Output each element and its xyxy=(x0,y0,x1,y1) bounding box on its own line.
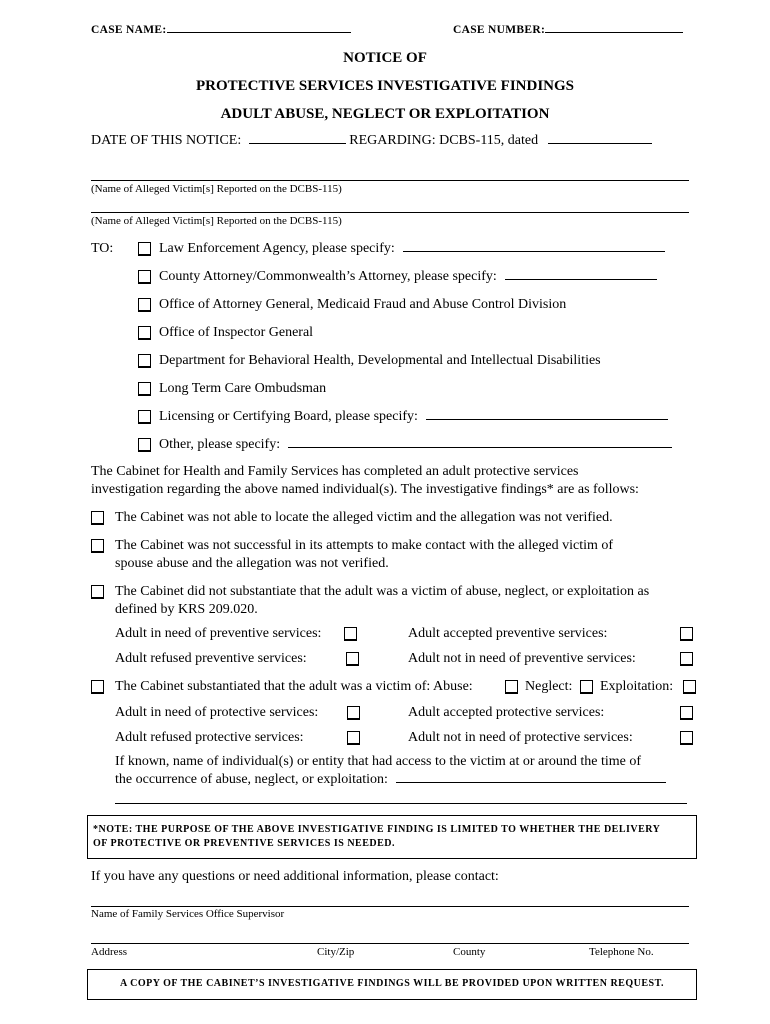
intro-line-1: The Cabinet for Health and Family Services has completed an adult protective services xyxy=(91,464,579,479)
finding-not-located-checkbox[interactable] xyxy=(91,511,104,525)
recipient-label: County Attorney/Commonwealth’s Attorney, please specify: xyxy=(159,269,497,284)
finding-not-substantiated-line-2: defined by KRS 209.020. xyxy=(115,602,258,617)
recipient-checkbox-ombudsman[interactable] xyxy=(138,382,151,396)
case-number-input[interactable] xyxy=(545,32,683,33)
recipient-checkbox-law-enforcement[interactable] xyxy=(138,242,151,256)
case-number-field xyxy=(453,24,683,36)
preventive-refused-checkbox[interactable] xyxy=(346,652,359,666)
preventive-not-need-label: Adult not in need of preventive services: xyxy=(408,651,636,666)
case-number-label: CASE NUMBER: xyxy=(453,24,546,36)
note-line-2: OF PROTECTIVE OR PREVENTIVE SERVICES IS NEEDED. xyxy=(93,838,396,849)
recipient-checkbox-behavioral-health[interactable] xyxy=(138,354,151,368)
known-individuals-line-extra[interactable] xyxy=(115,803,687,804)
protective-refused-label: Adult refused protective services: xyxy=(115,730,304,745)
finding-not-substantiated-line-1: The Cabinet did not substantiate that the adult was a victim of abuse, neglect, or exploitation as xyxy=(115,584,650,599)
note-line-1: *NOTE: THE PURPOSE OF THE ABOVE INVESTIGATIVE FINDING IS LIMITED TO WHETHER THE DELIVERY xyxy=(93,824,661,835)
county-attorney-input[interactable] xyxy=(505,279,657,280)
abuse-checkbox[interactable] xyxy=(505,680,518,694)
known-individuals-line-2 xyxy=(115,772,666,788)
telephone-caption: Telephone No. xyxy=(589,946,654,958)
finding-no-contact-line-2: spouse abuse and the allegation was not verified. xyxy=(115,556,389,571)
city-zip-caption: City/Zip xyxy=(317,946,355,958)
preventive-accepted-label: Adult accepted preventive services: xyxy=(408,626,608,641)
neglect-label: Neglect: xyxy=(525,679,573,694)
address-caption: Address xyxy=(91,946,128,958)
notice-date-row xyxy=(91,133,652,149)
recipient-label: Licensing or Certifying Board, please specify: xyxy=(159,409,418,424)
recipient-licensing-board xyxy=(159,409,668,425)
dcbs-date-input[interactable] xyxy=(548,143,652,144)
date-label: DATE OF THIS NOTICE: xyxy=(91,133,242,148)
recipient-label: Law Enforcement Agency, please specify: xyxy=(159,241,395,256)
recipient-checkbox-licensing-board[interactable] xyxy=(138,410,151,424)
exploitation-label: Exploitation: xyxy=(600,679,674,694)
title-notice: NOTICE OF xyxy=(343,50,427,66)
regarding-label: REGARDING: DCBS-115, dated xyxy=(349,133,539,148)
recipient-law-enforcement xyxy=(159,241,665,257)
exploitation-checkbox[interactable] xyxy=(683,680,696,694)
neglect-checkbox[interactable] xyxy=(580,680,593,694)
recipient-behavioral-health: Department for Behavioral Health, Developmental and Intellectual Disabilities xyxy=(159,353,601,368)
recipient-checkbox-other[interactable] xyxy=(138,438,151,452)
footer-notice: A COPY OF THE CABINET’S INVESTIGATIVE FINDINGS WILL BE PROVIDED UPON WRITTEN REQUEST. xyxy=(120,978,664,989)
protective-accepted-label: Adult accepted protective services: xyxy=(408,705,605,720)
other-input[interactable] xyxy=(288,447,672,448)
recipient-checkbox-inspector-general[interactable] xyxy=(138,326,151,340)
recipient-county-attorney xyxy=(159,269,657,285)
preventive-need-checkbox[interactable] xyxy=(344,627,357,641)
recipient-checkbox-county-attorney[interactable] xyxy=(138,270,151,284)
title-findings: PROTECTIVE SERVICES INVESTIGATIVE FINDINGS xyxy=(195,78,575,94)
to-label: TO: xyxy=(91,241,114,256)
case-name-field xyxy=(91,24,351,36)
protective-not-need-label: Adult not in need of protective services: xyxy=(408,730,633,745)
protective-refused-checkbox[interactable] xyxy=(347,731,360,745)
finding-no-contact-checkbox[interactable] xyxy=(91,539,104,553)
recipient-other xyxy=(159,437,672,453)
date-input[interactable] xyxy=(249,143,346,144)
recipient-inspector-general: Office of Inspector General xyxy=(159,325,314,340)
victim-name-line-1[interactable] xyxy=(91,180,689,181)
finding-substantiated-checkbox[interactable] xyxy=(91,680,104,694)
law-enforcement-input[interactable] xyxy=(403,251,665,252)
intro-line-2: investigation regarding the above named individual(s). The investigative findings* are as follows: xyxy=(91,482,639,497)
victim-name-line-2[interactable] xyxy=(91,212,689,213)
known-individuals-label: the occurrence of abuse, neglect, or exploitation: xyxy=(115,772,388,787)
finding-substantiated: The Cabinet substantiated that the adult was a victim of: Abuse: xyxy=(115,679,473,694)
supervisor-name-line[interactable] xyxy=(91,906,689,907)
victim-caption-1: (Name of Alleged Victim[s] Reported on the DCBS-115) xyxy=(91,183,342,195)
finding-not-located: The Cabinet was not able to locate the alleged victim and the allegation was not verified. xyxy=(115,510,613,525)
title-abuse: ADULT ABUSE, NEGLECT OR EXPLOITATION xyxy=(220,106,550,122)
address-line[interactable] xyxy=(91,943,689,944)
contact-question: If you have any questions or need additional information, please contact: xyxy=(91,869,499,884)
preventive-refused-label: Adult refused preventive services: xyxy=(115,651,307,666)
known-individuals-input[interactable] xyxy=(396,782,666,783)
protective-not-need-checkbox[interactable] xyxy=(680,731,693,745)
case-name-label: CASE NAME: xyxy=(91,24,167,36)
recipient-checkbox-attorney-general[interactable] xyxy=(138,298,151,312)
preventive-not-need-checkbox[interactable] xyxy=(680,652,693,666)
preventive-accepted-checkbox[interactable] xyxy=(680,627,693,641)
case-name-input[interactable] xyxy=(167,32,351,33)
supervisor-caption: Name of Family Services Office Supervisor xyxy=(91,908,285,920)
protective-need-checkbox[interactable] xyxy=(347,706,360,720)
recipient-ombudsman: Long Term Care Ombudsman xyxy=(159,381,327,396)
victim-caption-2: (Name of Alleged Victim[s] Reported on the DCBS-115) xyxy=(91,215,342,227)
recipient-label: Other, please specify: xyxy=(159,437,281,452)
finding-not-substantiated-checkbox[interactable] xyxy=(91,585,104,599)
licensing-board-input[interactable] xyxy=(426,419,668,420)
known-individuals-line-1: If known, name of individual(s) or entity that had access to the victim at or around the time of xyxy=(115,754,642,769)
county-caption: County xyxy=(453,946,486,958)
finding-no-contact-line-1: The Cabinet was not successful in its attempts to make contact with the alleged victim of xyxy=(115,538,614,553)
recipient-attorney-general: Office of Attorney General, Medicaid Fraud and Abuse Control Division xyxy=(159,297,567,312)
protective-accepted-checkbox[interactable] xyxy=(680,706,693,720)
protective-need-label: Adult in need of protective services: xyxy=(115,705,319,720)
preventive-need-label: Adult in need of preventive services: xyxy=(115,626,322,641)
